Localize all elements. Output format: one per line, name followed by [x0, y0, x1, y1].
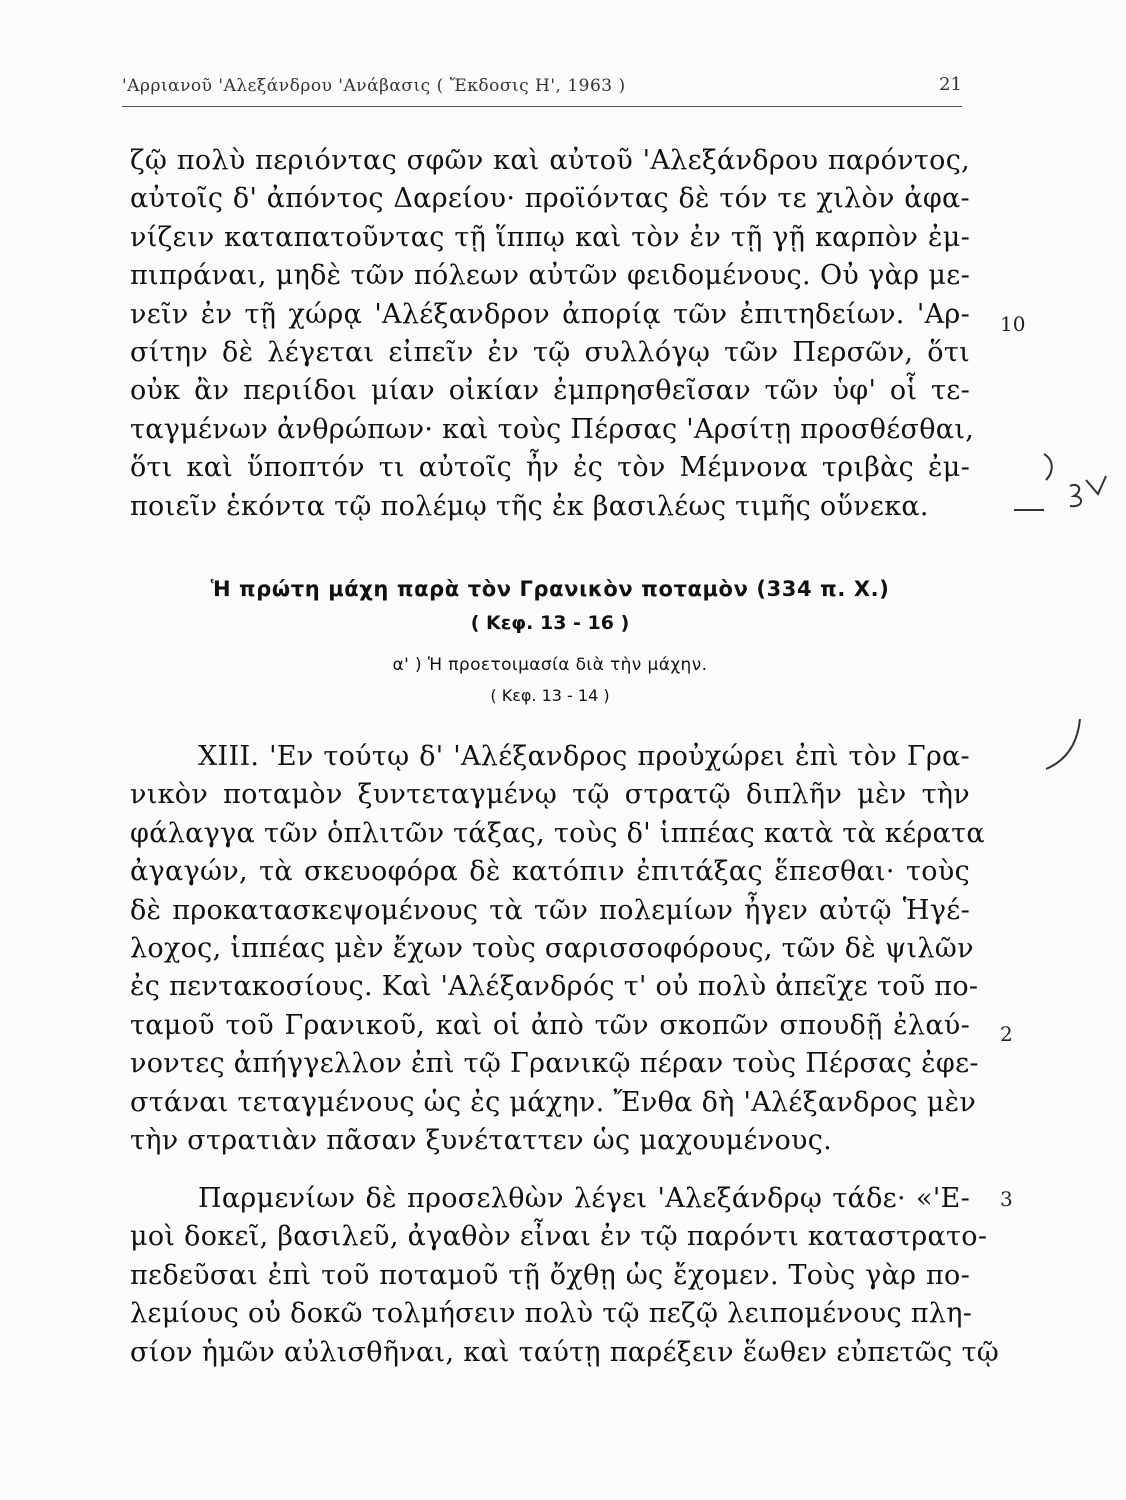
- text-line: ζῷ πολὺ περιόντας σφῶν καὶ αὐτοῦ 'Αλεξάνδρου παρόντος,: [130, 145, 970, 176]
- text-line: XIII. 'Εν τούτῳ δ' 'Αλέξανδρος προὐχώρει ἐπὶ τὸν Γρα-: [198, 741, 970, 772]
- pencil-bracket-icon: [1040, 715, 1090, 775]
- subsection-heading-ref: ( Κεφ. 13 - 14 ): [490, 686, 610, 705]
- text-line: ταγμένων ἀνθρώπων· καὶ τοὺς Πέρσας 'Αρσίτῃ προσθέσθαι,: [130, 413, 975, 445]
- running-title: 'Αρριανοῦ 'Αλεξάνδρου 'Ανάβασις ( Ἔκδοσις Η', 1963 ): [122, 76, 626, 96]
- text-line: αὐτοῖς δ' ἀπόντος Δαρείου· προϊόντας δὲ τόν τε χιλὸν ἀφα-: [130, 183, 970, 215]
- text-line: τὴν στρατιὰν πᾶσαν ξυνέταττεν ὡς μαχουμένους.: [130, 1124, 833, 1156]
- section-number-marker: 3: [1000, 1187, 1013, 1211]
- text-line: ποιεῖν ἑκόντα τῷ πολέμῳ τῆς ἐκ βασιλέως τιμῆς οὕνεκα.: [130, 490, 929, 522]
- text-line: δὲ προκατασκεψομένους τὰ τῶν πολεμίων ἦγεν αὐτῷ Ἡγέ-: [130, 894, 970, 926]
- text-line: λοχος, ἱππέας μὲν ἔχων τοὺς σαρισσοφόρους, τῶν δὲ ψιλῶν: [130, 932, 974, 964]
- text-line: οὐκ ἂν περιίδοι μίαν οἰκίαν ἐμπρησθεῖσαν τῶν ὑφ' οἷ τε-: [130, 375, 970, 407]
- text-line: μοὶ δοκεῖ, βασιλεῦ, ἀγαθὸν εἶναι ἐν τῷ παρόντι καταστρατο-: [130, 1221, 988, 1253]
- page-number: 21: [939, 74, 962, 95]
- text-line: σίτην δὲ λέγεται εἰπεῖν ἐν τῷ συλλόγῳ τῶν Περσῶν, ὅτι: [130, 336, 970, 368]
- text-line: ταμοῦ τοῦ Γρανικοῦ, καὶ οἱ ἀπὸ τῶν σκοπῶν σπουδῇ ἐλαύ-: [130, 1009, 970, 1041]
- text-line: νικὸν ποταμὸν ξυντεταγμένῳ τῷ στρατῷ διπλῆν μὲν τὴν: [130, 779, 970, 811]
- text-line: φάλαγγα τῶν ὁπλιτῶν τάξας, τοὺς δ' ἱππέας κατὰ τὰ κέρατα: [130, 817, 985, 849]
- running-header: [122, 68, 962, 107]
- paragraph-3: [130, 1180, 1000, 1372]
- paragraph-1: [130, 142, 975, 526]
- section-number-marker: 2: [1000, 1022, 1013, 1046]
- text-line: στάναι τεταγμένους ὡς ἐς μάχην. Ἔνθα δὴ 'Αλέξανδρος μὲν: [130, 1086, 977, 1118]
- text-line: πεδεῦσαι ἐπὶ τοῦ ποταμοῦ τῇ ὄχθῃ ὡς ἔχομεν. Τοὺς γὰρ πο-: [130, 1259, 970, 1291]
- pencil-mark-icon: [1040, 450, 1110, 510]
- subsection-heading: α' ) Ἡ προετοιμασία διὰ τὴν μάχην.: [392, 655, 708, 675]
- line-number-marker: 10: [1000, 312, 1026, 336]
- section-heading-ref: ( Κεφ. 13 - 16 ): [470, 612, 630, 634]
- text-line: ἐς πεντακοσίους. Καὶ 'Αλέξανδρός τ' οὐ πολὺ ἀπεῖχε τοῦ πο-: [130, 971, 979, 1003]
- text-line: νοντες ἀπήγγελλον ἐπὶ τῷ Γρανικῷ πέραν τοὺς Πέρσας ἐφε-: [130, 1048, 979, 1080]
- pencil-dash-icon: [1012, 505, 1048, 515]
- text-line: ὅτι καὶ ὕποπτόν τι αὐτοῖς ἦν ἐς τὸν Μέμνονα τριβὰς ἐμ-: [130, 452, 970, 484]
- text-line: ἀγαγών, τὰ σκευοφόρα δὲ κατόπιν ἐπιτάξας ἕπεσθαι· τοὺς: [130, 856, 970, 888]
- text-line: Παρμενίων δὲ προσελθὼν λέγει 'Αλεξάνδρῳ τάδε· «'Ε-: [198, 1183, 970, 1214]
- text-line: νεῖν ἐν τῇ χώρᾳ 'Αλέξανδρον ἀπορίᾳ τῶν ἐπιτηδείων. 'Αρ-: [130, 298, 970, 330]
- section-heading: Ἡ πρώτη μάχη παρὰ τὸν Γρανικὸν ποταμὸν (334 π. Χ.): [210, 577, 890, 601]
- text-line: πιπράναι, μηδὲ τῶν πόλεων αὐτῶν φειδομένους. Οὐ γὰρ με-: [130, 260, 970, 292]
- paragraph-2: [130, 738, 985, 1160]
- text-line: λεμίους οὐ δοκῶ τολμήσειν πολὺ τῷ πεζῷ λειπομένους πλη-: [130, 1298, 973, 1330]
- text-line: σίον ἡμῶν αὐλισθῆναι, καὶ ταύτῃ παρέξειν ἕωθεν εὐπετῶς τῷ: [130, 1336, 1000, 1368]
- text-line: νίζειν καταπατοῦντας τῇ ἵππῳ καὶ τὸν ἐν τῇ γῇ καρπὸν ἐμ-: [130, 221, 970, 253]
